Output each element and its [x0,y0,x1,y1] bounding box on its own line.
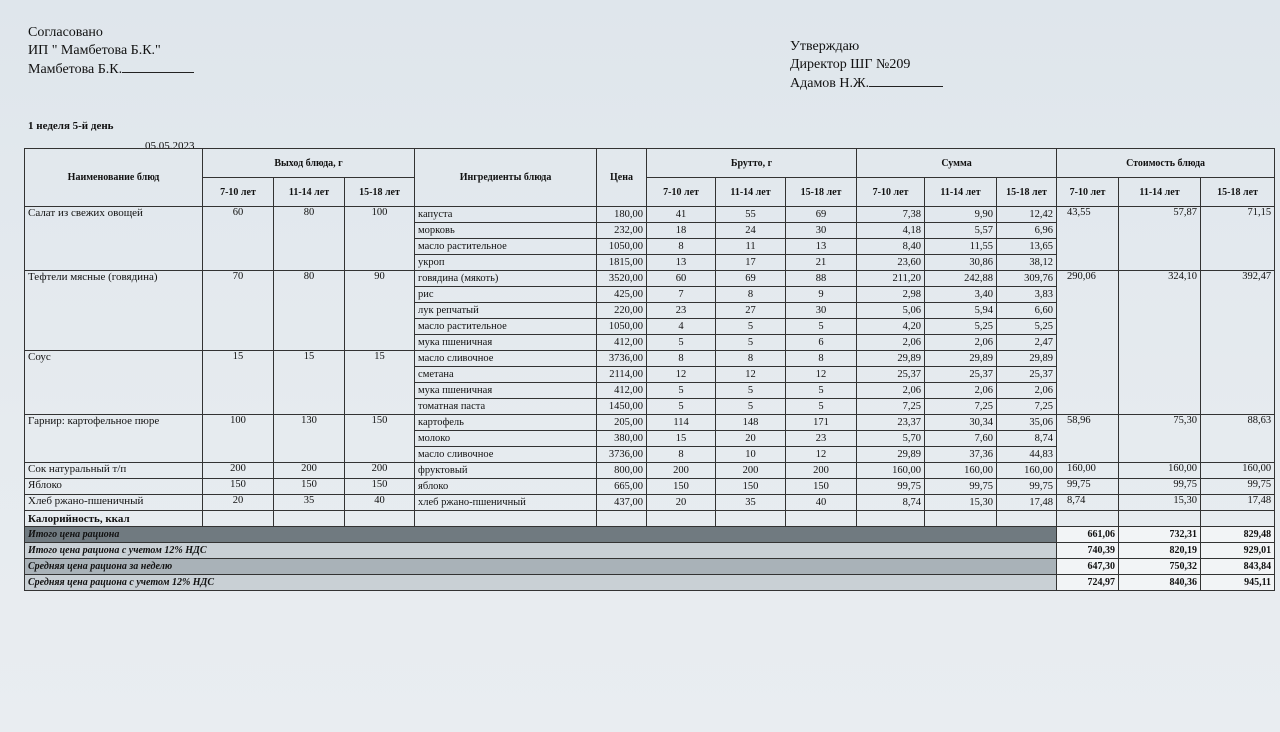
ingredient-price: 3736,00 [597,351,647,367]
ingredient-sum: 29,89 [857,351,925,367]
ingredient-gross: 27 [716,303,786,319]
ingredient-name: укроп [415,255,597,271]
summary-label: Итого цена рациона с учетом 12% НДС [25,543,1057,559]
ingredient-gross: 5 [716,319,786,335]
summary-value: 750,32 [1119,559,1201,575]
empty-cell [203,511,274,527]
ingredient-gross: 23 [647,303,716,319]
ingredient-gross: 13 [786,239,857,255]
dish-output: 150 [274,479,345,495]
dish-cost: 290,06 [1057,271,1119,415]
ingredient-gross: 15 [647,431,716,447]
ingredient-gross: 200 [716,463,786,479]
age-15-18: 15-18 лет [345,178,415,207]
age-7-10: 7-10 лет [1057,178,1119,207]
ingredient-gross: 200 [786,463,857,479]
ingredient-gross: 8 [716,287,786,303]
menu-date: 05.05.2023 [145,140,195,152]
ingredient-gross: 30 [786,303,857,319]
ingredient-gross: 12 [786,367,857,383]
dish-name: Гарнир: картофельное пюре [25,415,203,463]
summary-value: 929,01 [1201,543,1275,559]
ingredient-sum: 99,75 [997,479,1057,495]
summary-value: 740,39 [1057,543,1119,559]
signature-line [869,74,943,87]
empty-cell [415,511,597,527]
ingredient-sum: 3,83 [997,287,1057,303]
approved-label: Согласовано [28,25,103,40]
ingredient-price: 180,00 [597,207,647,223]
table-row [25,479,1275,495]
ingredient-gross: 69 [716,271,786,287]
ingredient-sum: 7,25 [857,399,925,415]
dish-cost: 17,48 [1201,495,1275,511]
ingredient-name: томатная паста [415,399,597,415]
ingredient-gross: 69 [786,207,857,223]
ingredient-gross: 30 [786,223,857,239]
confirm-label: Утверждаю [790,39,860,54]
ingredient-sum: 5,57 [925,223,997,239]
dish-cost: 15,30 [1119,495,1201,511]
ingredient-price: 800,00 [597,463,647,479]
ingredient-sum: 6,60 [997,303,1057,319]
ingredient-name: молоко [415,431,597,447]
ingredient-name: капуста [415,207,597,223]
ingredient-gross: 6 [786,335,857,351]
ingredient-price: 437,00 [597,495,647,511]
ingredient-sum: 6,96 [997,223,1057,239]
ingredient-price: 425,00 [597,287,647,303]
summary-row [25,527,1275,543]
ingredient-sum: 15,30 [925,495,997,511]
menu-body [25,207,1275,591]
dish-output: 100 [345,207,415,271]
ingredient-sum: 2,06 [997,383,1057,399]
dish-output: 15 [345,351,415,415]
summary-value: 843,84 [1201,559,1275,575]
ingredient-gross: 7 [647,287,716,303]
menu-table [24,148,1275,591]
ingredient-gross: 41 [647,207,716,223]
ingredient-gross: 5 [716,383,786,399]
ingredient-gross: 12 [716,367,786,383]
ingredient-sum: 11,55 [925,239,997,255]
ingredient-price: 1050,00 [597,319,647,335]
summary-label: Итого цена рациона [25,527,1057,543]
ingredient-sum: 44,83 [997,447,1057,463]
ingredient-gross: 150 [716,479,786,495]
ingredient-sum: 12,42 [997,207,1057,223]
ingredient-gross: 5 [716,399,786,415]
ingredient-gross: 5 [786,383,857,399]
ingredient-sum: 8,74 [857,495,925,511]
ingredient-sum: 8,74 [997,431,1057,447]
dish-output: 130 [274,415,345,463]
ingredient-price: 205,00 [597,415,647,431]
summary-value: 829,48 [1201,527,1275,543]
summary-value: 820,19 [1119,543,1201,559]
header-ingredients: Ингредиенты блюда [415,149,597,207]
ingredient-sum: 7,25 [925,399,997,415]
table-row [25,271,1275,287]
dish-output: 200 [345,463,415,479]
dish-name: Яблоко [25,479,203,495]
calories-row [25,511,1275,527]
ingredient-gross: 150 [786,479,857,495]
table-row [25,495,1275,511]
dish-output: 100 [203,415,274,463]
summary-value: 840,36 [1119,575,1201,591]
dish-name: Тефтели мясные (говядина) [25,271,203,351]
empty-cell [1119,511,1201,527]
ingredient-sum: 29,89 [997,351,1057,367]
dish-output: 80 [274,207,345,271]
empty-cell [857,511,925,527]
ingredient-gross: 60 [647,271,716,287]
ingredient-price: 3520,00 [597,271,647,287]
ingredient-gross: 114 [647,415,716,431]
approved-org: ИП " Мамбетова Б.К." [28,43,161,58]
ingredient-gross: 88 [786,271,857,287]
ingredient-sum: 3,40 [925,287,997,303]
empty-cell [925,511,997,527]
empty-cell [997,511,1057,527]
menu-table-wrap [24,148,1274,591]
ingredient-name: хлеб ржано-пшеничный [415,495,597,511]
empty-cell [786,511,857,527]
summary-value: 661,06 [1057,527,1119,543]
age-7-10: 7-10 лет [647,178,716,207]
confirm-position: Директор ШГ №209 [790,57,911,72]
ingredient-name: сметана [415,367,597,383]
ingredient-sum: 5,70 [857,431,925,447]
age-11-14: 11-14 лет [925,178,997,207]
ingredient-gross: 20 [716,431,786,447]
ingredient-gross: 171 [786,415,857,431]
dish-cost: 324,10 [1119,271,1201,415]
ingredient-price: 1450,00 [597,399,647,415]
ingredient-sum: 9,90 [925,207,997,223]
ingredient-gross: 24 [716,223,786,239]
summary-value: 732,31 [1119,527,1201,543]
ingredient-gross: 4 [647,319,716,335]
dish-name: Салат из свежих овощей [25,207,203,271]
dish-output: 90 [345,271,415,351]
ingredient-price: 220,00 [597,303,647,319]
dish-output: 20 [203,495,274,511]
ingredient-gross: 8 [716,351,786,367]
ingredient-sum: 309,76 [997,271,1057,287]
ingredient-name: масло сливочное [415,447,597,463]
ingredient-sum: 23,60 [857,255,925,271]
ingredient-sum: 4,20 [857,319,925,335]
dish-output: 15 [274,351,345,415]
dish-cost: 43,55 [1057,207,1119,271]
ingredient-sum: 38,12 [997,255,1057,271]
dish-cost: 58,96 [1057,415,1119,463]
ingredient-name: масло сливочное [415,351,597,367]
ingredient-gross: 8 [647,447,716,463]
ingredient-gross: 5 [786,399,857,415]
table-row [25,207,1275,223]
dish-cost: 160,00 [1119,463,1201,479]
ingredient-sum: 2,06 [925,383,997,399]
dish-output: 150 [203,479,274,495]
ingredient-gross: 11 [716,239,786,255]
ingredient-name: масло растительное [415,239,597,255]
ingredient-name: мука пшеничная [415,383,597,399]
ingredient-gross: 13 [647,255,716,271]
table-row [25,415,1275,431]
age-7-10: 7-10 лет [203,178,274,207]
ingredient-gross: 150 [647,479,716,495]
ingredient-price: 380,00 [597,431,647,447]
ingredient-sum: 13,65 [997,239,1057,255]
dish-cost: 99,75 [1057,479,1119,495]
header-gross: Брутто, г [647,149,857,178]
ingredient-sum: 7,60 [925,431,997,447]
summary-value: 647,30 [1057,559,1119,575]
dish-cost: 8,74 [1057,495,1119,511]
ingredient-sum: 25,37 [997,367,1057,383]
dish-name: Хлеб ржано-пшеничный [25,495,203,511]
week-label: 1 неделя 5-й день [28,120,114,132]
ingredient-gross: 17 [716,255,786,271]
ingredient-price: 412,00 [597,383,647,399]
empty-cell [274,511,345,527]
ingredient-sum: 29,89 [857,447,925,463]
ingredient-price: 665,00 [597,479,647,495]
ingredient-gross: 10 [716,447,786,463]
ingredient-sum: 160,00 [925,463,997,479]
ingredient-sum: 25,37 [925,367,997,383]
ingredient-sum: 7,38 [857,207,925,223]
header-dish: Наименование блюд [25,149,203,207]
ingredient-sum: 17,48 [997,495,1057,511]
ingredient-gross: 148 [716,415,786,431]
confirm-block [790,38,943,93]
ingredient-price: 1815,00 [597,255,647,271]
ingredient-price: 3736,00 [597,447,647,463]
age-15-18: 15-18 лет [1201,178,1275,207]
age-11-14: 11-14 лет [274,178,345,207]
ingredient-sum: 2,06 [857,383,925,399]
header-output: Выход блюда, г [203,149,415,178]
ingredient-gross: 5 [716,335,786,351]
ingredient-gross: 200 [647,463,716,479]
ingredient-name: картофель [415,415,597,431]
dish-name: Соус [25,351,203,415]
dish-output: 150 [345,479,415,495]
ingredient-price: 2114,00 [597,367,647,383]
dish-name: Сок натуральный т/п [25,463,203,479]
ingredient-gross: 40 [786,495,857,511]
ingredient-sum: 242,88 [925,271,997,287]
empty-cell [716,511,786,527]
ingredient-name: лук репчатый [415,303,597,319]
ingredient-sum: 8,40 [857,239,925,255]
dish-cost: 392,47 [1201,271,1275,415]
confirm-signer [790,74,943,93]
summary-label: Средняя цена рациона за неделю [25,559,1057,575]
ingredient-sum: 5,25 [997,319,1057,335]
ingredient-gross: 9 [786,287,857,303]
ingredient-sum: 2,98 [857,287,925,303]
ingredient-name: рис [415,287,597,303]
dish-cost: 57,87 [1119,207,1201,271]
summary-row [25,575,1275,591]
ingredient-name: фруктовый [415,463,597,479]
ingredient-sum: 160,00 [857,463,925,479]
ingredient-sum: 2,47 [997,335,1057,351]
dish-cost: 75,30 [1119,415,1201,463]
ingredient-gross: 18 [647,223,716,239]
empty-cell [597,511,647,527]
ingredient-price: 232,00 [597,223,647,239]
ingredient-name: говядина (мякоть) [415,271,597,287]
dish-output: 35 [274,495,345,511]
age-11-14: 11-14 лет [716,178,786,207]
approval-block [28,24,194,79]
ingredient-gross: 5 [647,383,716,399]
ingredient-gross: 12 [786,447,857,463]
empty-cell [1057,511,1119,527]
dish-output: 60 [203,207,274,271]
ingredient-gross: 5 [647,399,716,415]
ingredient-gross: 8 [786,351,857,367]
table-row [25,463,1275,479]
ingredient-sum: 211,20 [857,271,925,287]
ingredient-gross: 8 [647,239,716,255]
ingredient-name: масло растительное [415,319,597,335]
ingredient-sum: 30,86 [925,255,997,271]
age-7-10: 7-10 лет [857,178,925,207]
dish-output: 40 [345,495,415,511]
ingredient-sum: 4,18 [857,223,925,239]
approved-signer-name: Мамбетова Б.К. [28,62,123,77]
ingredient-gross: 21 [786,255,857,271]
summary-value: 724,97 [1057,575,1119,591]
dish-cost: 99,75 [1119,479,1201,495]
summary-row [25,559,1275,575]
ingredient-gross: 23 [786,431,857,447]
signature-line [122,60,194,73]
dish-output: 70 [203,271,274,351]
ingredient-sum: 29,89 [925,351,997,367]
dish-cost: 88,63 [1201,415,1275,463]
dish-output: 80 [274,271,345,351]
dish-cost: 160,00 [1201,463,1275,479]
ingredient-sum: 5,25 [925,319,997,335]
ingredient-gross: 5 [786,319,857,335]
header-cost: Стоимость блюда [1057,149,1275,178]
age-15-18: 15-18 лет [786,178,857,207]
ingredient-sum: 2,06 [857,335,925,351]
dish-output: 200 [274,463,345,479]
ingredient-sum: 160,00 [997,463,1057,479]
ingredient-name: мука пшеничная [415,335,597,351]
age-11-14: 11-14 лет [1119,178,1201,207]
dish-cost: 160,00 [1057,463,1119,479]
ingredient-gross: 55 [716,207,786,223]
dish-output: 15 [203,351,274,415]
header-sum: Сумма [857,149,1057,178]
ingredient-price: 1050,00 [597,239,647,255]
ingredient-name: яблоко [415,479,597,495]
ingredient-gross: 5 [647,335,716,351]
ingredient-gross: 12 [647,367,716,383]
summary-label: Средняя цена рациона с учетом 12% НДС [25,575,1057,591]
summary-value: 945,11 [1201,575,1275,591]
header-price: Цена [597,149,647,207]
dish-output: 150 [345,415,415,463]
dish-output: 200 [203,463,274,479]
dish-cost: 71,15 [1201,207,1275,271]
ingredient-sum: 35,06 [997,415,1057,431]
ingredient-sum: 23,37 [857,415,925,431]
ingredient-sum: 37,36 [925,447,997,463]
ingredient-sum: 25,37 [857,367,925,383]
ingredient-sum: 2,06 [925,335,997,351]
ingredient-gross: 20 [647,495,716,511]
empty-cell [345,511,415,527]
confirm-signer-name: Адамов Н.Ж. [790,76,870,91]
approved-signer [28,60,194,79]
age-15-18: 15-18 лет [997,178,1057,207]
ingredient-price: 412,00 [597,335,647,351]
ingredient-name: морковь [415,223,597,239]
ingredient-sum: 30,34 [925,415,997,431]
dish-cost: 99,75 [1201,479,1275,495]
ingredient-sum: 7,25 [997,399,1057,415]
ingredient-sum: 99,75 [857,479,925,495]
ingredient-sum: 99,75 [925,479,997,495]
empty-cell [1201,511,1275,527]
ingredient-sum: 5,06 [857,303,925,319]
summary-row [25,543,1275,559]
ingredient-gross: 8 [647,351,716,367]
calories-label: Калорийность, ккал [25,511,203,527]
ingredient-sum: 5,94 [925,303,997,319]
empty-cell [647,511,716,527]
ingredient-gross: 35 [716,495,786,511]
